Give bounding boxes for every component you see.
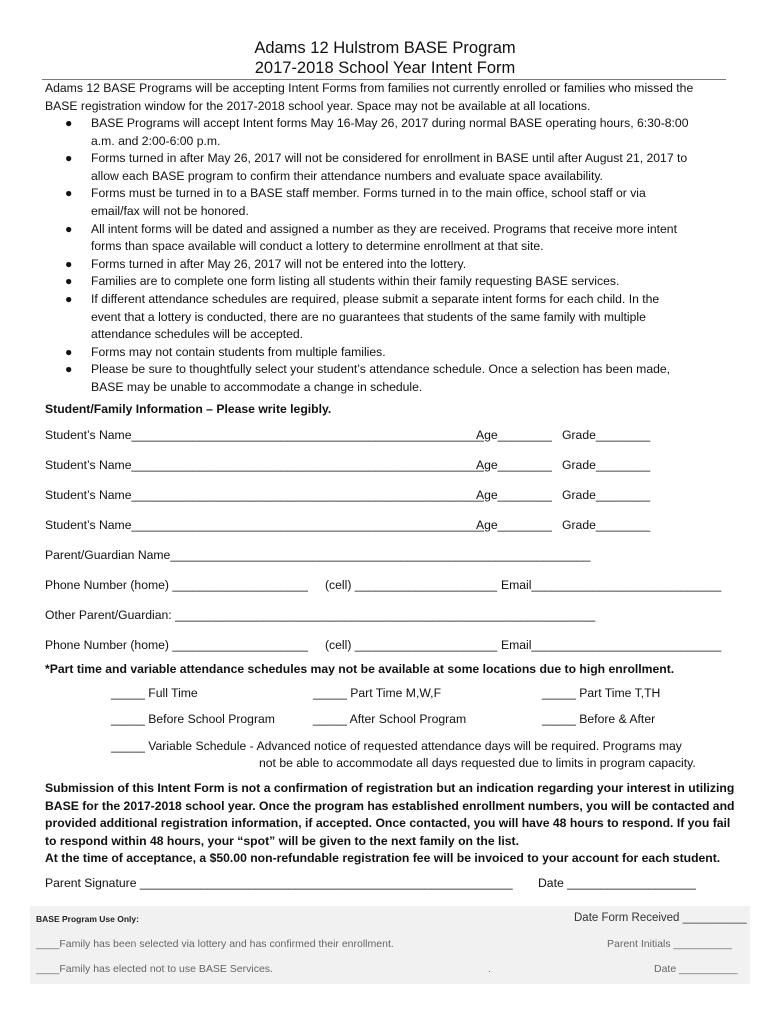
student-name-field-4[interactable]: Student’s Name____________________________________________________	[45, 518, 484, 532]
before-school-option[interactable]: _____ Before School Program	[111, 712, 275, 726]
submission-line: BASE for the 2017-2018 school year. Once the program has established enrollment numbers, you will be contacted and	[45, 798, 735, 813]
intro-paragraph	[45, 80, 735, 115]
rule-item	[45, 273, 735, 291]
variable-schedule-note: not be able to accommodate all days requested due to limits in program capacity.	[259, 756, 696, 770]
student-age-field-4[interactable]: Age________	[476, 518, 552, 532]
part-time-tth-option[interactable]: _____ Part Time T,TH	[542, 686, 661, 700]
rule-item	[45, 150, 735, 185]
rule-line: event that a lottery is conducted, there are no guarantees that students of the same family with multiple	[91, 309, 646, 324]
home-phone-field-2[interactable]: Phone Number (home) ____________________	[45, 638, 308, 652]
email-field-1[interactable]: Email____________________________	[501, 578, 722, 592]
bullet-icon: ●	[65, 291, 73, 306]
submission-paragraph	[45, 780, 734, 868]
submission-line: Submission of this Intent Form is not a confirmation of registration but an indication regarding your interest in utilizing	[45, 781, 735, 795]
office-use-heading: BASE Program Use Only:	[36, 914, 139, 924]
rule-line: Forms turned in after May 26, 2017 will not be entered into the lottery.	[91, 256, 467, 271]
rule-line: allow each BASE program to confirm their attendance numbers and evaluate space availability.	[91, 168, 603, 183]
student-age-field-2[interactable]: Age________	[476, 458, 552, 472]
email-field-2[interactable]: Email____________________________	[501, 638, 722, 652]
rules-list	[45, 115, 735, 397]
rule-line: Please be sure to thoughtfully select your student’s attendance schedule. Once a selection has been made,	[91, 362, 671, 377]
student-name-field-2[interactable]: Student’s Name____________________________________________________	[45, 458, 484, 472]
rule-line: a.m. and 2:00-6:00 p.m.	[91, 133, 221, 148]
rule-line: Families are to complete one form listing all students within their family requesting BASE services.	[91, 274, 620, 289]
rule-item	[45, 256, 735, 274]
parent-initials-field[interactable]: Parent Initials __________	[607, 938, 732, 950]
rule-item	[45, 361, 735, 396]
other-guardian-field[interactable]: Other Parent/Guardian: ______________________________________________________________	[45, 608, 596, 622]
section-heading: Student/Family Information – Please write legibly.	[45, 402, 332, 416]
rule-item	[45, 221, 735, 256]
rule-line: If different attendance schedules are required, please submit a separate intent forms for each child. In the	[91, 291, 660, 306]
full-time-option[interactable]: _____ Full Time	[111, 686, 198, 700]
bullet-icon: ●	[65, 362, 73, 377]
student-age-field-3[interactable]: Age________	[476, 488, 552, 502]
form-title	[0, 38, 770, 78]
guardian-name-field[interactable]: Parent/Guardian Name______________________________________________________________	[45, 548, 591, 562]
rule-line: email/fax will not be honored.	[91, 203, 249, 218]
rule-item	[45, 291, 735, 344]
parent-signature-field[interactable]: Parent Signature _______________________________________________________	[45, 876, 513, 890]
rule-line: forms than space available will conduct a lottery to determine enrollment at that site.	[91, 239, 544, 254]
date-received-field[interactable]: Date Form Received __________	[574, 912, 747, 924]
rule-item	[45, 115, 735, 150]
before-after-option[interactable]: _____ Before & After	[542, 712, 656, 726]
student-grade-field-1[interactable]: Grade________	[562, 428, 651, 442]
intro-line: Adams 12 BASE Programs will be accepting Intent Forms from families not currently enrolled or families who missed the	[45, 81, 694, 95]
title-line-1: Adams 12 Hulstrom BASE Program	[254, 39, 516, 57]
bullet-icon: ●	[65, 116, 73, 130]
part-time-mwf-option[interactable]: _____ Part Time M,W,F	[313, 686, 442, 700]
student-grade-field-4[interactable]: Grade________	[562, 518, 651, 532]
declined-services-field[interactable]: ____Family has elected not to use BASE Services.	[36, 963, 273, 975]
lottery-selected-field[interactable]: ____Family has been selected via lottery and has confirmed their enrollment.	[36, 938, 394, 950]
rule-item	[45, 185, 735, 220]
title-line-2: 2017-2018 School Year Intent Form	[254, 59, 516, 77]
submission-line: provided additional registration information, if accepted. Once contacted, you will have 48 hours to respond. If you fail	[45, 816, 731, 831]
student-grade-field-3[interactable]: Grade________	[562, 488, 651, 502]
student-grade-field-2[interactable]: Grade________	[562, 458, 651, 472]
cell-phone-field-2[interactable]: (cell) _____________________	[325, 638, 498, 652]
submission-line: At the time of acceptance, a $50.00 non-refundable registration fee will be invoiced to your account for each student.	[45, 851, 721, 866]
cell-phone-field-1[interactable]: (cell) _____________________	[325, 578, 498, 592]
student-age-field-1[interactable]: Age________	[476, 428, 552, 442]
rule-line: Forms may not contain students from multiple families.	[91, 344, 386, 359]
home-phone-field-1[interactable]: Phone Number (home) ____________________	[45, 578, 308, 592]
rule-line: All intent forms will be dated and assigned a number as they are received. Programs that receive more intent	[91, 221, 677, 236]
bullet-icon: ●	[65, 274, 73, 289]
part-time-note: *Part time and variable attendance schedules may not be available at some locations due to high enrollment.	[45, 662, 675, 676]
bullet-icon: ●	[65, 186, 73, 201]
student-name-field-3[interactable]: Student’s Name____________________________________________________	[45, 488, 484, 502]
rule-line: Forms must be turned in to a BASE staff member. Forms turned in to the main office, school staff or via	[91, 186, 646, 201]
rule-line: BASE may be unable to accommodate a change in schedule.	[91, 379, 423, 394]
after-school-option[interactable]: _____ After School Program	[313, 712, 467, 726]
bullet-icon: ●	[65, 256, 73, 271]
variable-schedule-option[interactable]: _____ Variable Schedule - Advanced notice of requested attendance days will be required. Programs may	[111, 739, 682, 753]
stray-dot: .	[488, 963, 491, 975]
rule-line: attendance schedules will be accepted.	[91, 327, 304, 342]
office-date-field[interactable]: Date __________	[654, 963, 738, 975]
bullet-icon: ●	[65, 221, 73, 236]
intro-line: BASE registration window for the 2017-2018 school year. Space may not be available at all locations.	[45, 98, 591, 113]
bullet-icon: ●	[65, 151, 73, 166]
bullet-icon: ●	[65, 344, 73, 359]
rule-item	[45, 344, 735, 362]
signature-date-field[interactable]: Date ___________________	[538, 876, 696, 890]
rule-line: Forms turned in after May 26, 2017 will not be considered for enrollment in BASE until after August 21, 2017 to	[91, 151, 688, 166]
submission-line: to respond within 48 hours, your “spot” will be given to the next family on the list.	[45, 833, 520, 848]
rule-line: BASE Programs will accept Intent forms May 16-May 26, 2017 during normal BASE operating hours, 6:30-8:00	[91, 116, 689, 130]
student-name-field-1[interactable]: Student’s Name____________________________________________________	[45, 428, 484, 442]
